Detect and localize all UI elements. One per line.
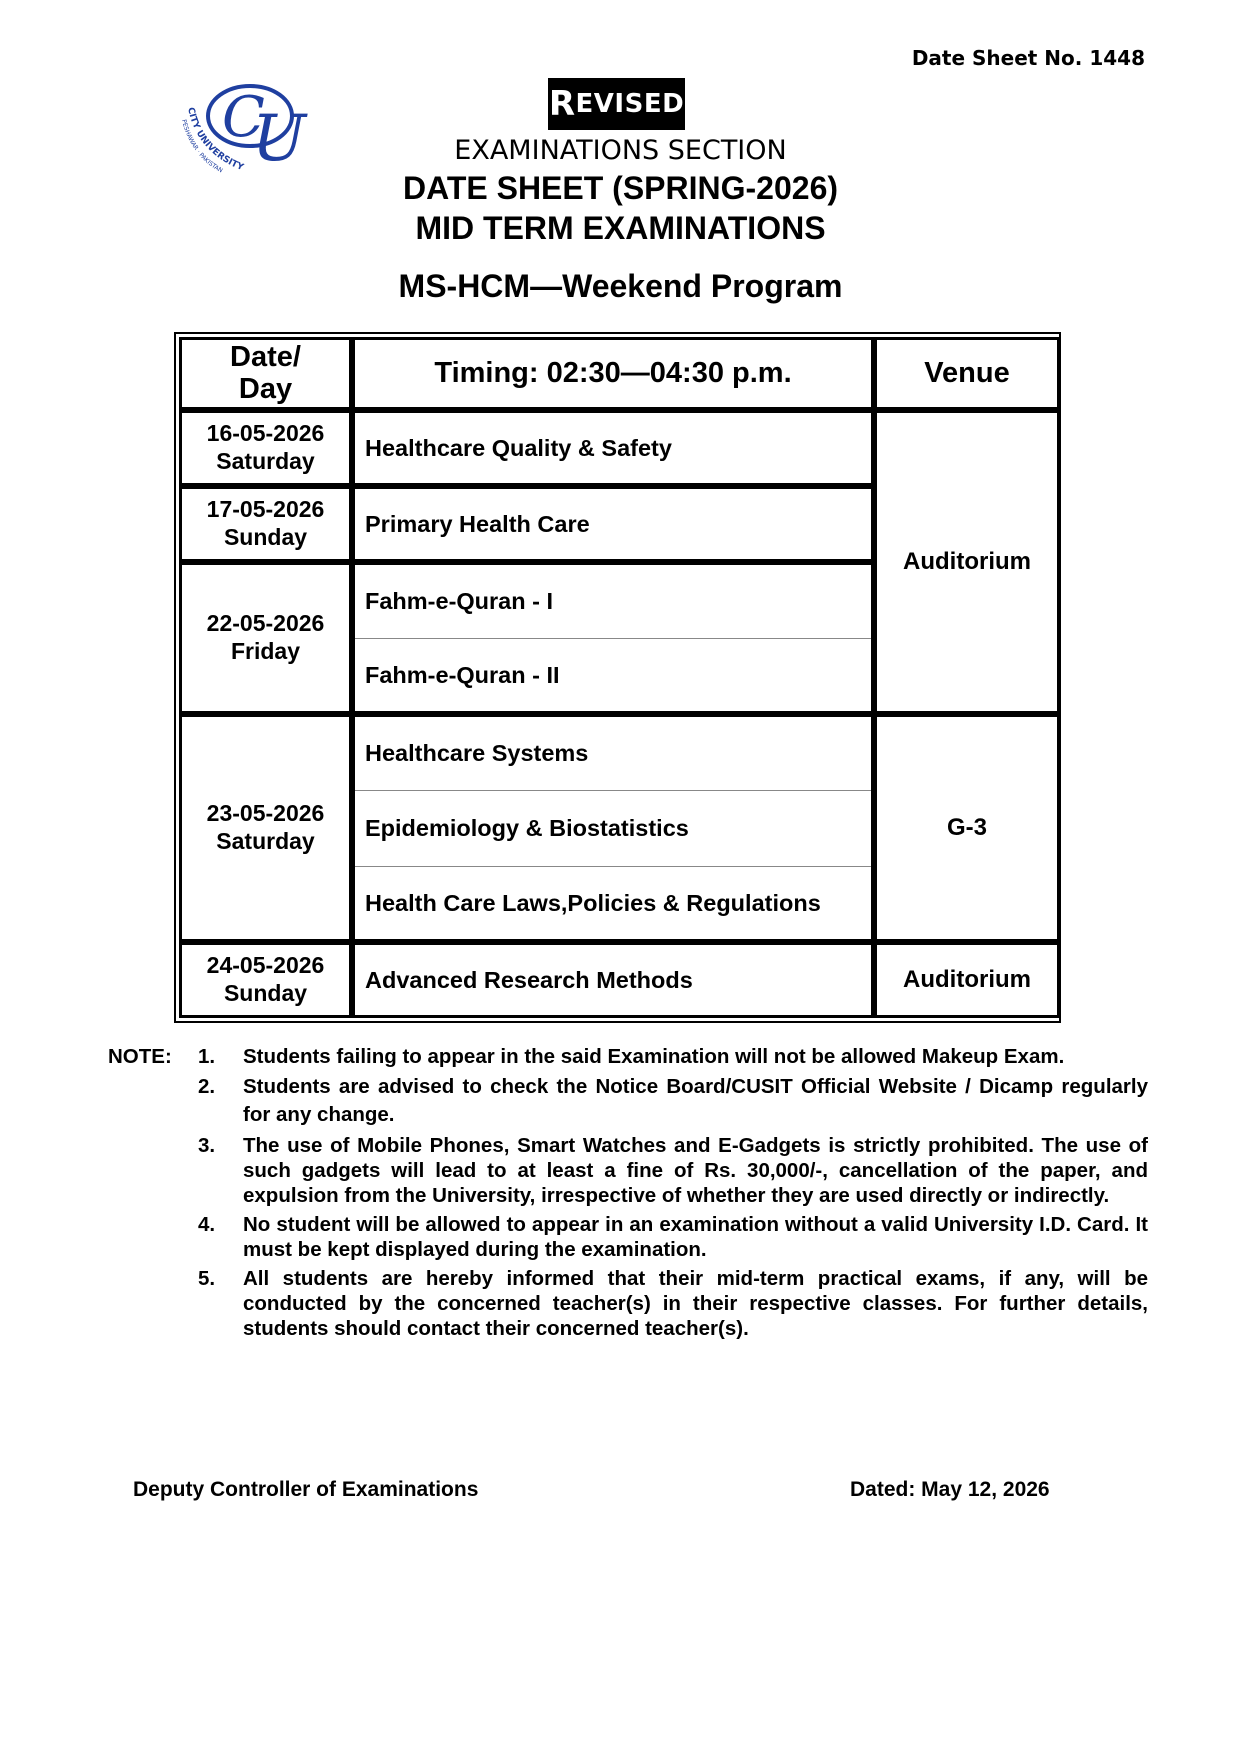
exam-day: Sunday xyxy=(223,524,308,550)
course-cell: Epidemiology & Biostatistics xyxy=(365,815,689,841)
exam-day: Friday xyxy=(230,638,301,664)
logo-subtext: PESHAWAR · PAKISTAN xyxy=(180,118,224,175)
venue-cell: Auditorium xyxy=(874,942,1060,1018)
svg-text:U: U xyxy=(252,102,306,176)
note-item xyxy=(108,1133,1148,1208)
note-number: 3. xyxy=(198,1134,216,1157)
date-sheet-title: DATE SHEET (SPRING-2026) xyxy=(402,170,839,206)
exam-date: 24-05-2026 xyxy=(206,952,325,979)
exam-day: Sunday xyxy=(223,980,308,1006)
header-venue: Venue xyxy=(874,337,1060,410)
revised-rest: EVISED xyxy=(575,89,685,119)
svg-text:C: C xyxy=(222,85,265,150)
revised-initial: R xyxy=(548,84,576,124)
note-number: 5. xyxy=(198,1267,216,1290)
course-cell: Advanced Research Methods xyxy=(352,942,874,1018)
course-cell: Health Care Laws,Policies & Regulations xyxy=(365,889,821,916)
examinations-section-heading: EXAMINATIONS SECTION xyxy=(454,135,787,166)
date-cell xyxy=(179,562,352,714)
revised-badge xyxy=(548,78,685,130)
date-cell xyxy=(179,486,352,562)
course-cell: Healthcare Systems xyxy=(365,740,589,766)
note-item xyxy=(108,1073,1148,1129)
exam-date: 22-05-2026 xyxy=(206,610,325,637)
note-number: 1. xyxy=(198,1045,216,1068)
venue-cell: Auditorium xyxy=(874,410,1060,714)
notes-section xyxy=(108,1044,1148,1341)
date-cell xyxy=(179,942,352,1018)
notes-label: NOTE: xyxy=(108,1045,172,1068)
issue-date: Dated: May 12, 2026 xyxy=(850,1478,1050,1501)
date-sheet-number: Date Sheet No. 1448 xyxy=(911,46,1145,70)
note-text: The use of Mobile Phones, Smart Watches and E-Gadgets is strictly prohibited. The use of such gadgets will lead to at least a fine of Rs. 30,000/-, cancellation of the paper, and expulsion from the University, irrespective of whether they are used directly or indirectly. xyxy=(243,1134,1148,1207)
date-cell xyxy=(179,410,352,486)
exam-date: 17-05-2026 xyxy=(206,496,325,523)
signatory-title: Deputy Controller of Examinations xyxy=(133,1478,479,1501)
exam-date: 16-05-2026 xyxy=(206,420,325,447)
date-cell xyxy=(179,714,352,942)
exam-day: Saturday xyxy=(216,448,315,474)
note-text: Students are advised to check the Notice Board/CUSIT Official Website / Dicamp regularly for any change. xyxy=(243,1075,1148,1126)
mid-term-title: MID TERM EXAMINATIONS xyxy=(415,210,826,246)
course-cell: Healthcare Quality & Safety xyxy=(352,410,874,486)
note-number: 4. xyxy=(198,1213,216,1236)
exam-day: Saturday xyxy=(216,828,315,854)
exam-schedule-table xyxy=(174,332,1061,1023)
note-text: All students are hereby informed that their mid-term practical exams, if any, will be conducted by the concerned teacher(s) in their respective classes. For further details, students should contact their concerned teacher(s). xyxy=(243,1267,1148,1340)
logo-text: CITY UNIVERSITY xyxy=(185,106,245,173)
header-timing: Timing: 02:30—04:30 p.m. xyxy=(352,337,874,410)
note-item xyxy=(108,1266,1148,1341)
course-cell: Fahm-e-Quran - I xyxy=(365,588,554,614)
exam-date: 23-05-2026 xyxy=(206,800,325,827)
note-item xyxy=(108,1212,1148,1262)
program-title: MS-HCM—Weekend Program xyxy=(398,268,843,304)
note-number: 2. xyxy=(198,1075,216,1098)
note-item xyxy=(108,1044,1148,1069)
venue-cell: G-3 xyxy=(874,714,1060,942)
course-cell: Fahm-e-Quran - II xyxy=(365,661,560,688)
note-text: No student will be allowed to appear in an examination without a valid University I.D. Card. It must be kept displayed during the examination. xyxy=(243,1213,1148,1261)
header-date-day: Date/ Day xyxy=(179,337,352,410)
course-cell: Primary Health Care xyxy=(352,486,874,562)
note-text: Students failing to appear in the said Examination will not be allowed Makeup Exam. xyxy=(243,1045,1065,1068)
